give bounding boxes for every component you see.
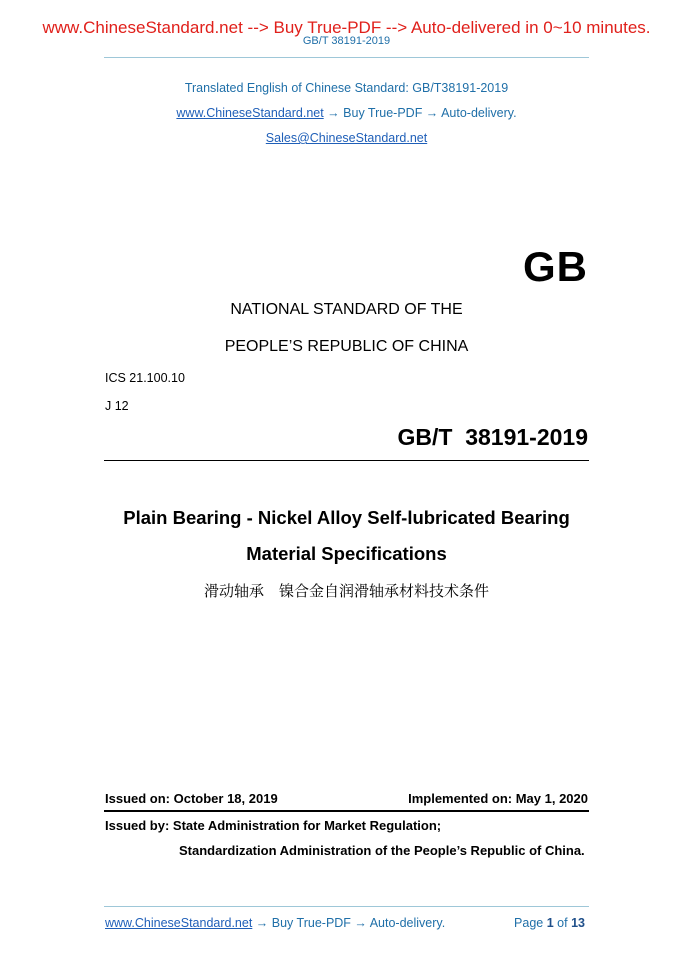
translated-note: Translated English of Chinese Standard: GB/T38191-2019 bbox=[184, 81, 509, 95]
issuance-divider bbox=[104, 810, 589, 812]
site-link[interactable]: www.ChineseStandard.net bbox=[176, 106, 324, 120]
running-header-std-number: GB/T 38191-2019 bbox=[302, 35, 391, 47]
footer-divider bbox=[104, 906, 589, 907]
page-label: Page bbox=[514, 916, 544, 930]
national-standard-line-2: PEOPLE’S REPUBLIC OF CHINA bbox=[224, 338, 469, 355]
promo-banner[interactable]: www.ChineseStandard.net --> Buy True-PDF --> Auto-delivered in 0~10 minutes. bbox=[42, 18, 651, 37]
issued-by: Issued by: State Administration for Market Regulation; bbox=[105, 818, 442, 833]
standard-number: GB/T 38191-2019 bbox=[397, 424, 588, 450]
buy-line bbox=[0, 106, 693, 120]
page-of: of bbox=[557, 916, 568, 930]
sales-email-link[interactable]: Sales@ChineseStandard.net bbox=[265, 131, 428, 145]
standard-number-divider bbox=[104, 460, 589, 461]
implemented-on-date: Implemented on: May 1, 2020 bbox=[408, 791, 588, 806]
issued-on-date: Issued on: October 18, 2019 bbox=[105, 791, 278, 806]
footer-buy-text: → Buy True-PDF → Auto-delivery. bbox=[252, 916, 446, 930]
issued-by-secondary: Standardization Administration of the People’s Republic of China. bbox=[179, 843, 585, 858]
classification-code: J 12 bbox=[105, 399, 129, 413]
national-standard-line-1: NATIONAL STANDARD OF THE bbox=[230, 301, 463, 318]
sales-line bbox=[0, 131, 693, 145]
footer-buy-line bbox=[105, 916, 445, 930]
title-line-1: Plain Bearing - Nickel Alloy Self-lubricated Bearing bbox=[123, 507, 570, 528]
buy-text: → Buy True-PDF → Auto-delivery. bbox=[323, 106, 517, 120]
footer-site-link[interactable]: www.ChineseStandard.net bbox=[105, 916, 253, 930]
page-total: 13 bbox=[571, 916, 585, 930]
ics-code: ICS 21.100.10 bbox=[105, 371, 185, 385]
page-indicator bbox=[514, 916, 585, 930]
header-divider bbox=[104, 57, 589, 58]
gb-logo: GB bbox=[523, 243, 588, 290]
page-current: 1 bbox=[546, 916, 554, 930]
title-line-2: Material Specifications bbox=[246, 543, 447, 564]
chinese-title: 滑动轴承 镍合金自润滑轴承材料技术条件 bbox=[203, 582, 489, 600]
